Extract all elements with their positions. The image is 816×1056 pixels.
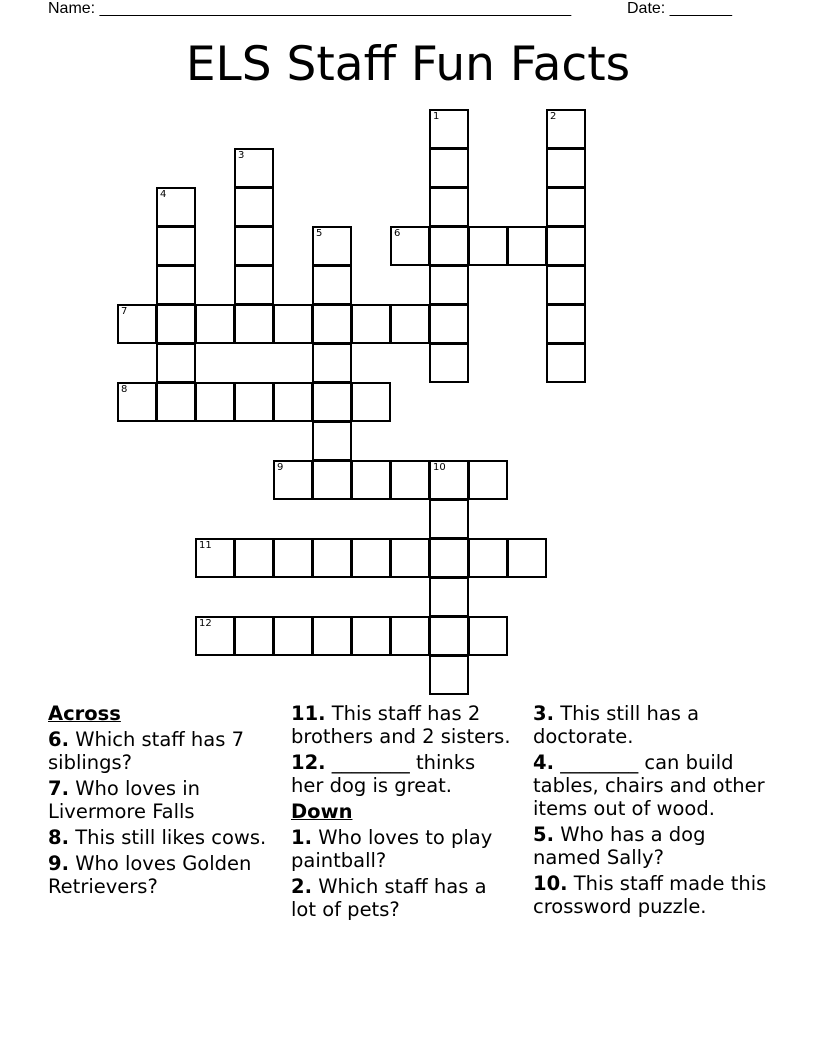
crossword-cell[interactable] [273, 538, 313, 578]
crossword-cell[interactable] [156, 382, 196, 422]
clue-number: 7 [121, 306, 128, 317]
crossword-cell[interactable] [429, 187, 469, 227]
crossword-cell-2[interactable] [546, 109, 586, 149]
crossword-cell[interactable] [429, 577, 469, 617]
crossword-cell[interactable] [234, 616, 274, 656]
crossword-cell[interactable] [351, 538, 391, 578]
clue-down-4: 4. ________ can build tables, chairs and other items out of wood. [533, 751, 765, 820]
crossword-cell[interactable] [156, 265, 196, 305]
clue-number: 11 [199, 540, 212, 551]
crossword-cell[interactable] [312, 421, 352, 461]
crossword-cell[interactable] [273, 304, 313, 344]
crossword-cell[interactable] [234, 265, 274, 305]
clue-number: 2 [550, 111, 557, 122]
crossword-cell[interactable] [156, 343, 196, 383]
clue-number: 4 [160, 189, 167, 200]
crossword-cell[interactable] [234, 226, 274, 266]
crossword-cell[interactable] [546, 148, 586, 188]
crossword-cell[interactable] [234, 382, 274, 422]
clue-number: 3 [238, 150, 245, 161]
crossword-cell[interactable] [351, 382, 391, 422]
crossword-cell[interactable] [195, 304, 235, 344]
clues-column-1 [48, 702, 273, 901]
crossword-cell[interactable] [351, 616, 391, 656]
clue-across-9: 9. Who loves Golden Retrievers? [48, 852, 252, 898]
clue-across-6: 6. Which staff has 7 siblings? [48, 728, 244, 774]
crossword-cell[interactable] [429, 148, 469, 188]
clue-down-5: 5. Who has a dog named Sally? [533, 823, 706, 869]
crossword-cell[interactable] [546, 226, 586, 266]
clue-across-7: 7. Who loves in Livermore Falls [48, 777, 200, 823]
crossword-cell-12[interactable] [195, 616, 235, 656]
crossword-cell[interactable] [312, 538, 352, 578]
crossword-cell[interactable] [234, 304, 274, 344]
page-title: ELS Staff Fun Facts [185, 37, 631, 92]
crossword-cell[interactable] [546, 304, 586, 344]
clue-across-8: 8. This still likes cows. [48, 826, 267, 849]
clue-number: 6 [394, 228, 401, 239]
clue-number: 1 [433, 111, 440, 122]
crossword-cell[interactable] [429, 343, 469, 383]
down-heading: Down [291, 800, 353, 823]
clue-number: 5 [316, 228, 323, 239]
crossword-cell[interactable] [546, 265, 586, 305]
clue-number: 10 [433, 462, 446, 473]
crossword-cell[interactable] [390, 460, 430, 500]
clue-down-1: 1. Who loves to play paintball? [291, 826, 493, 872]
crossword-cell-5[interactable] [312, 226, 352, 266]
header [0, 0, 816, 22]
clue-down-10: 10. This staff made this crossword puzzle. [533, 872, 767, 918]
crossword-cell[interactable] [429, 499, 469, 539]
crossword-cell[interactable] [429, 265, 469, 305]
clues-column-2 [291, 702, 511, 924]
crossword-cell[interactable] [468, 460, 508, 500]
clue-down-2: 2. Which staff has a lot of pets? [291, 875, 487, 921]
crossword-cell[interactable] [429, 538, 469, 578]
clue-number: 9 [277, 462, 284, 473]
crossword-cell[interactable] [546, 343, 586, 383]
crossword-cell[interactable] [390, 304, 430, 344]
crossword-cell[interactable] [312, 265, 352, 305]
clue-number: 8 [121, 384, 128, 395]
crossword-cell[interactable] [468, 616, 508, 656]
across-heading: Across [48, 702, 121, 725]
crossword-cell[interactable] [273, 382, 313, 422]
crossword-cell[interactable] [312, 616, 352, 656]
crossword-cell[interactable] [351, 304, 391, 344]
crossword-cell[interactable] [156, 226, 196, 266]
crossword-cell-9[interactable] [273, 460, 313, 500]
crossword-cell[interactable] [429, 616, 469, 656]
crossword-cell[interactable] [273, 616, 313, 656]
clues-column-3 [533, 702, 778, 921]
crossword-cell[interactable] [390, 538, 430, 578]
crossword-cell-8[interactable] [117, 382, 157, 422]
crossword-cell[interactable] [507, 538, 547, 578]
crossword-cell[interactable] [195, 382, 235, 422]
crossword-cell[interactable] [312, 382, 352, 422]
crossword-cell[interactable] [546, 187, 586, 227]
crossword-cell[interactable] [507, 226, 547, 266]
crossword-cell-11[interactable] [195, 538, 235, 578]
crossword-cell[interactable] [312, 343, 352, 383]
crossword-cell[interactable] [390, 616, 430, 656]
crossword-cell[interactable] [312, 304, 352, 344]
crossword-cell[interactable] [234, 187, 274, 227]
crossword-cell[interactable] [468, 226, 508, 266]
date-field-label[interactable]: Date: _______ [627, 0, 732, 17]
crossword-cell-1[interactable] [429, 109, 469, 149]
crossword-cell-7[interactable] [117, 304, 157, 344]
clue-down-3: 3. This still has a doctorate. [533, 702, 700, 748]
clue-across-11: 11. This staff has 2 brothers and 2 sisters. [291, 702, 511, 748]
crossword-cell[interactable] [312, 460, 352, 500]
crossword-cell-10[interactable] [429, 460, 469, 500]
clue-across-12: 12. ________ thinks her dog is great. [291, 751, 476, 797]
crossword-cell[interactable] [468, 538, 508, 578]
name-field-label[interactable]: Name: _____________________________________________________ [48, 0, 572, 17]
crossword-cell-3[interactable] [234, 148, 274, 188]
crossword-cell[interactable] [351, 460, 391, 500]
crossword-cell[interactable] [429, 304, 469, 344]
crossword-cell[interactable] [156, 304, 196, 344]
crossword-cell[interactable] [429, 655, 469, 695]
crossword-cell-6[interactable] [390, 226, 430, 266]
crossword-cell[interactable] [234, 538, 274, 578]
crossword-cell-4[interactable] [156, 187, 196, 227]
crossword-cell[interactable] [429, 226, 469, 266]
clue-number: 12 [199, 618, 212, 629]
